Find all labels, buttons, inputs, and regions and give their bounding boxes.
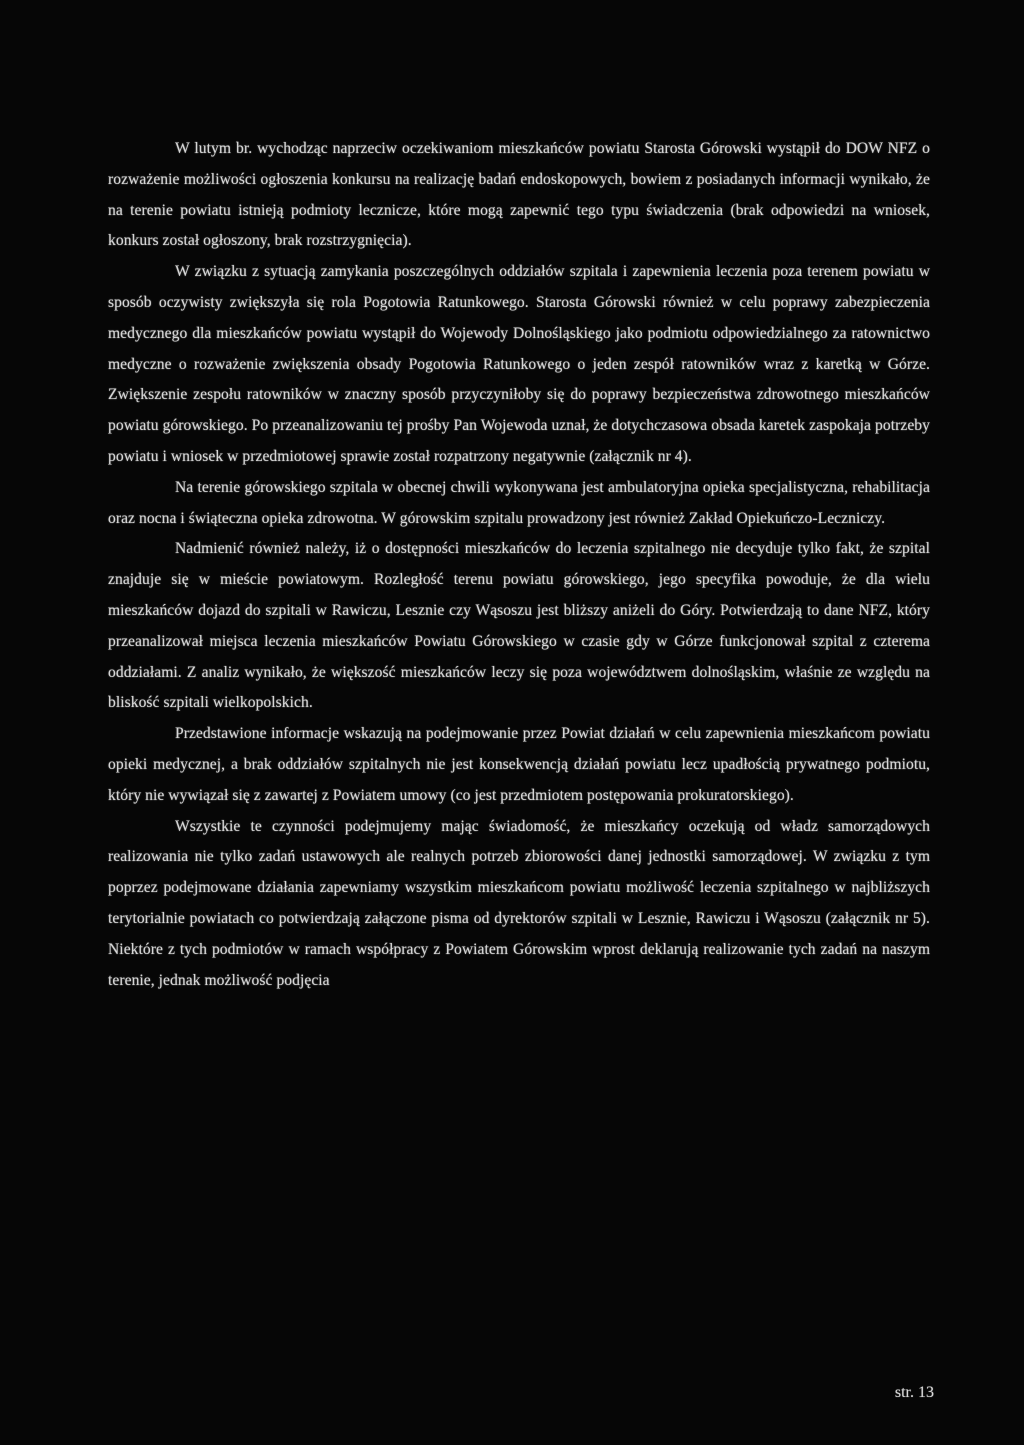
document-body: [108, 134, 930, 996]
paragraph-3: Na terenie górowskiego szpitala w obecnej chwili wykonywana jest ambulatoryjna opieka specjalistyczna, rehabilitacja oraz nocna i świąteczna opieka zdrowotna. W górowskim szpitalu prowadzony jest również Zakład Opiekuńczo-Leczniczy.: [108, 478, 930, 527]
paragraph-5: Przedstawione informacje wskazują na podejmowanie przez Powiat działań w celu zapewnienia mieszkańcom powiatu opieki medycznej, a brak oddziałów szpitalnych nie jest konsekwencją działań powiatu lecz upadłością prywatnego podmiotu, który nie wywiązał się z zawartej z Powiatem umowy (co jest przedmiotem postępowania prokuratorskiego).: [108, 725, 930, 804]
paragraph-1: W lutym br. wychodząc naprzeciw oczekiwaniom mieszkańców powiatu Starosta Górowski wystąpił do DOW NFZ o rozważenie możliwości ogłoszenia konkursu na realizację badań endoskopowych, bowiem z posiadanych informacji wynikało, że na terenie powiatu istnieją podmioty lecznicze, które mogą zapewnić tego typu świadczenia (brak odpowiedzi na wniosek, konkurs został ogłoszony, brak rozstrzygnięcia).: [108, 140, 930, 250]
paragraph-6: Wszystkie te czynności podejmujemy mając świadomość, że mieszkańcy oczekują od władz samorządowych realizowania nie tylko zadań ustawowych ale realnych potrzeb zbiorowości danej jednostki samorządowej. W związku z tym poprzez podejmowane działania zapewniamy wszystkim mieszkańcom powiatu możliwość leczenia szpitalnego w najbliższych terytorialnie powiatach co potwierdzają załączone pisma od dyrektorów szpitali w Lesznie, Rawiczu i Wąsoszu (załącznik nr 5). Niektóre z tych podmiotów w ramach współpracy z Powiatem Górowskim wprost deklarują realizowanie tych zadań na naszym terenie, jednak możliwość podjęcia: [108, 817, 930, 989]
paragraph-4: Nadmienić również należy, iż o dostępności mieszkańców do leczenia szpitalnego nie decyduje tylko fakt, że szpital znajduje się w mieście powiatowym. Rozległość terenu powiatu górowskiego, jego specyfika powoduje, że dla wielu mieszkańców dojazd do szpitali w Rawiczu, Lesznie czy Wąsoszu jest bliższy aniżeli do Góry. Potwierdzają to dane NFZ, który przeanalizował miejsca leczenia mieszkańców Powiatu Górowskiego w czasie gdy w Górze funkcjonował szpital z czterema oddziałami. Z analiz wynikało, że większość mieszkańców leczy się poza województwem dolnośląskim, właśnie ze względu na bliskość szpitali wielkopolskich.: [108, 540, 930, 712]
page-number: str. 13: [894, 1384, 934, 1401]
paragraph-2: W związku z sytuacją zamykania poszczególnych oddziałów szpitala i zapewnienia leczenia poza terenem powiatu w sposób oczywisty zwiększyła się rola Pogotowia Ratunkowego. Starosta Górowski również w celu poprawy zabezpieczenia medycznego dla mieszkańców powiatu wystąpił do Wojewody Dolnośląskiego jako podmiotu odpowiedzialnego za ratownictwo medyczne o rozważenie zwiększenia obsady Pogotowia Ratunkowego o jeden zespół ratowników wraz z karetką w Górze. Zwiększenie zespołu ratowników w znaczny sposób przyczyniłoby się do poprawy bezpieczeństwa zdrowotnego mieszkańców powiatu górowskiego. Po przeanalizowaniu tej prośby Pan Wojewoda uznał, że dotychczasowa obsada karetek zaspokaja potrzeby powiatu i wniosek w przedmiotowej sprawie został rozpatrzony negatywnie (załącznik nr 4).: [108, 263, 930, 465]
